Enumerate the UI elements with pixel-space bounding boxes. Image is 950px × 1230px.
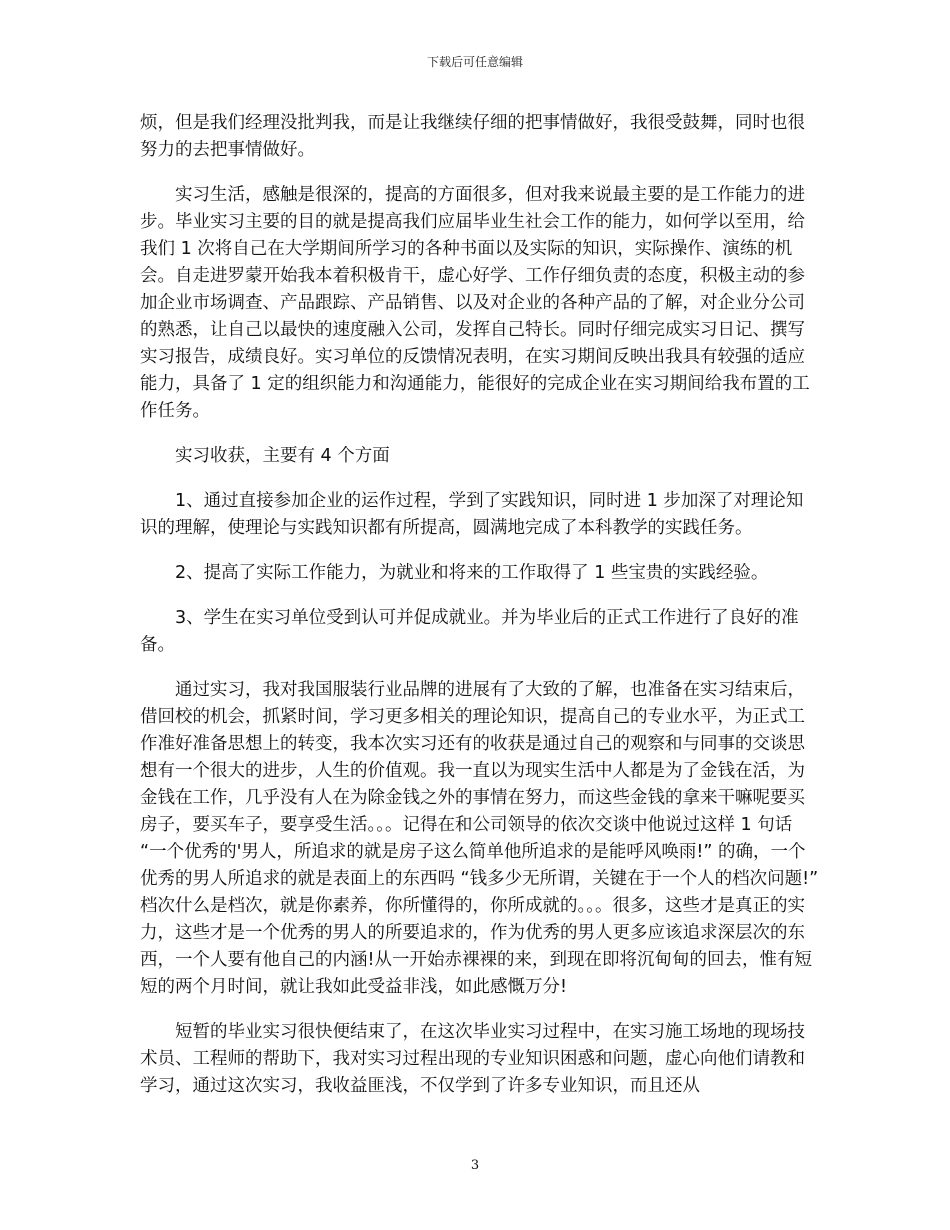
page-header: 下载后可任意编辑 bbox=[426, 55, 523, 69]
document-body bbox=[140, 110, 820, 1118]
page-number: 3 bbox=[470, 1158, 480, 1173]
paragraph-gains-intro: 实习收获，主要有 4 个方面 bbox=[175, 446, 390, 466]
paragraph-gain-3: 3、学生在实习单位受到认可并促成就业。并为毕业后的正式工作进行了良好的准备。 bbox=[140, 608, 799, 655]
paragraph-gain-2: 2、提高了实际工作能力，为就业和将来的工作取得了 1 些宝贵的实践经验。 bbox=[175, 563, 769, 583]
paragraph-conclusion: 短暂的毕业实习很快便结束了，在这次毕业实习过程中，在实习施工场地的现场技术员、工程师的帮助下，我对实习过程出现的专业知识困惑和问题，虚心向他们请教和学习，通过这次实习，我收益匪浅，不仅学到了许多专业知识，而且还从 bbox=[140, 1022, 805, 1096]
paragraph-gain-1: 1、通过直接参加企业的运作过程，学到了实践知识，同时进 1 步加深了对理论知识的理解，使理论与实践知识都有所提高，圆满地完成了本科教学的实践任务。 bbox=[140, 491, 804, 538]
paragraph-reflection: 通过实习，我对我国服装行业品牌的进展有了大致的了解，也准备在实习结束后，借回校的机会，抓紧时间，学习更多相关的理论知识，提高自己的专业水平，为正式工作准好准备思想上的转变，我本次实习还有的收获是通过自己的观察和与同事的交谈思想有一个很大的进步，人生的价值观。我一直以为现实生活中人都是为了金钱在活，为金钱在工作，几乎没有人在为除金钱之外的事情在努力，而这些金钱的拿来干嘛呢要买房子，要买车子，要享受生活。。。记得在和公司领导的依次交谈中他说过这样 1 句话 “一个优秀的'男人，所追求的就是房子这么简单他所追求的是能呼风唤雨!” 的确，一个优秀的男人所追求的就是表面上的东西吗 “钱多少无所谓，关键在于一个人的档次问题!” 档次什么是档次，就是你素养，你所懂得的，你所成就的。。。很多，这些才是真正的实力，这些才是一个优秀的男人的所要追求的，作为优秀的男人更多应该追求深层次的东西，一个人要有他自己的内涵!从一开始赤裸裸的来，到现在即将沉甸甸的回去，惟有短短的两个月时间，就让我如此受益非浅，如此感慨万分! bbox=[140, 680, 819, 997]
paragraph-continuation: 烦，但是我们经理没批判我，而是让我继续仔细的把事情做好，我很受鼓舞，同时也很努力的去把事情做好。 bbox=[140, 113, 805, 160]
paragraph-work-ability: 实习生活，感触是很深的，提高的方面很多，但对我来说最主要的是工作能力的进步。毕业实习主要的目的就是提高我们应届毕业生社会工作的能力，如何学以至用，给我们 1 次将自己在大学期间所学习的各种书面以及实际的知识，实际操作、演练的机会。自走进罗蒙开始我本着积极肯干，虚心好学、工作仔细负责的态度，积极主动的参加企业市场调查、产品跟踪、产品销售、以及对企业的各种产品的了解，对企业分公司的熟悉，让自己以最快的速度融入公司，发挥自己特长。同时仔细完成实习日记、撰写实习报告，成绩良好。实习单位的反馈情况表明，在实习期间反映出我具有较强的适应能力，具备了 1 定的组织能力和沟通能力，能很好的完成企业在实习期间给我布置的工作任务。 bbox=[140, 185, 810, 421]
